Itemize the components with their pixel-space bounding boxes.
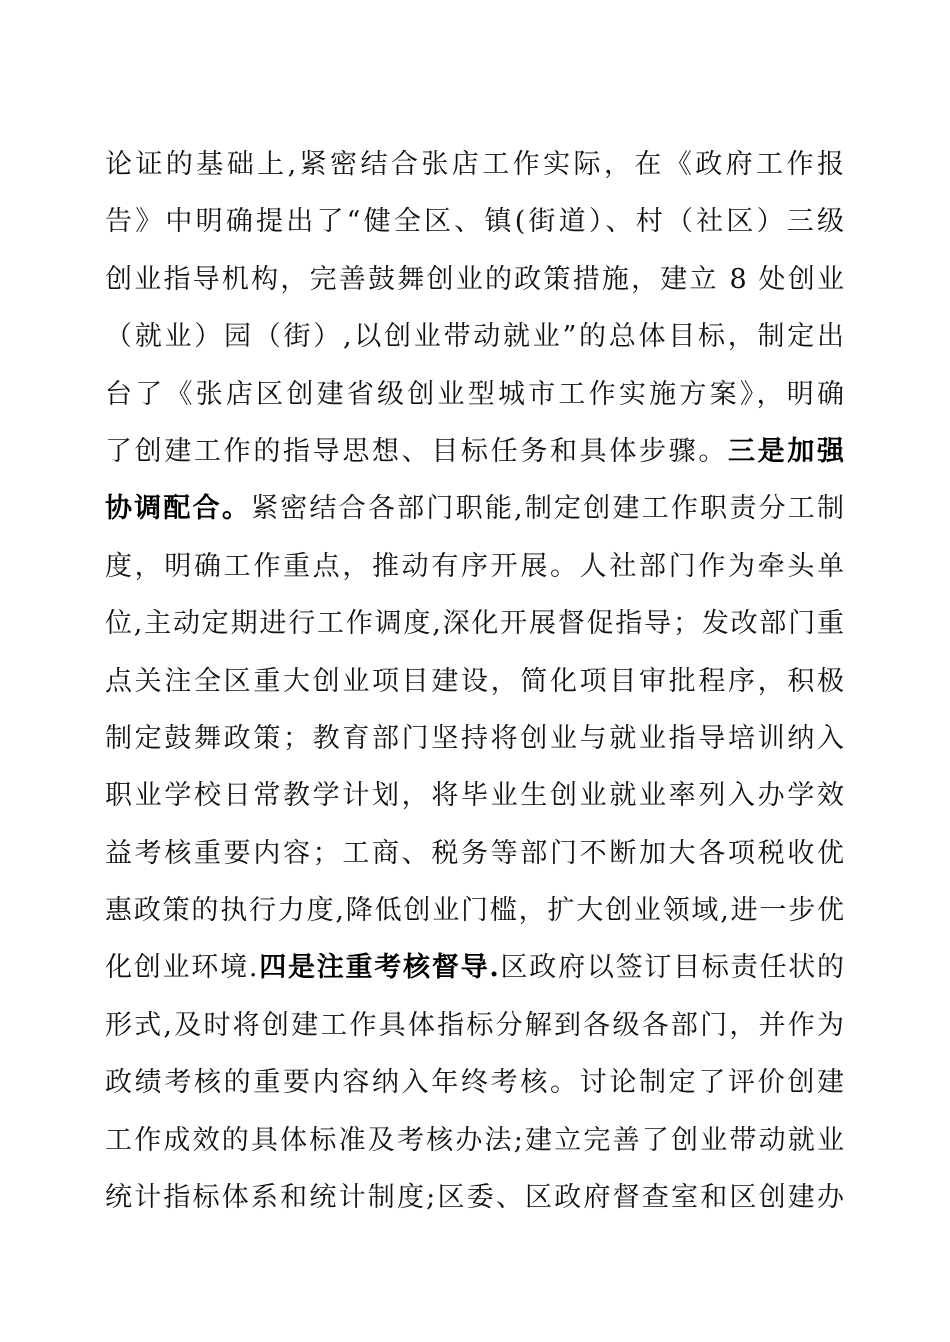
text-line bbox=[105, 423, 845, 480]
body-text: 职业学校日常教学计划，将毕业生创业就业率列入办学效 bbox=[105, 780, 845, 812]
text-line bbox=[105, 193, 845, 250]
text-line bbox=[105, 710, 845, 767]
body-text: 了创建工作的指导思想、目标任务和具体步骤。 bbox=[105, 435, 728, 467]
text-line bbox=[105, 136, 845, 193]
body-text: 紧密结合各部门职能,制定创建工作职责分工制 bbox=[251, 493, 845, 525]
text-line bbox=[105, 997, 845, 1054]
text-line bbox=[105, 480, 845, 537]
text-line bbox=[105, 1054, 845, 1111]
body-text: 告》中明确提出了“健全区、镇(街道）、村（社区）三级 bbox=[105, 206, 845, 238]
body-text: 台了《张店区创建省级创业型城市工作实施方案》，明确 bbox=[105, 378, 845, 410]
text-line bbox=[105, 251, 845, 308]
body-text: 度，明确工作重点，推动有序开展。人社部门作为牵头单 bbox=[105, 550, 845, 582]
text-line bbox=[105, 538, 845, 595]
body-text: 工作成效的具体标准及考核办法;建立完善了创业带动就业 bbox=[105, 1124, 845, 1156]
text-line bbox=[105, 825, 845, 882]
body-text: 政绩考核的重要内容纳入年终考核。讨论制定了评价创建 bbox=[105, 1067, 845, 1099]
body-text: 点关注全区重大创业项目建设，简化项目审批程序，积极 bbox=[105, 665, 845, 697]
body-text: 益考核重要内容；工商、税务等部门不断加大各项税收优 bbox=[105, 837, 845, 869]
body-text: 形式,及时将创建工作具体指标分解到各级各部门，并作为 bbox=[105, 1009, 845, 1041]
text-line bbox=[105, 653, 845, 710]
body-text: 位,主动定期进行工作调度,深化开展督促指导；发改部门重 bbox=[105, 608, 845, 640]
bold-heading-text: 协调配合。 bbox=[105, 493, 252, 525]
body-text: 创业指导机构，完善鼓舞创业的政策措施，建立 8 处创业 bbox=[105, 263, 845, 295]
text-line bbox=[105, 595, 845, 652]
body-text: 化创业环境. bbox=[105, 952, 259, 984]
document-body bbox=[105, 136, 845, 1226]
body-text: 论证的基础上,紧密结合张店工作实际，在《政府工作报 bbox=[105, 149, 845, 180]
bold-heading-text: 四是注重考核督导. bbox=[258, 952, 500, 984]
text-line bbox=[105, 308, 845, 365]
text-line bbox=[105, 767, 845, 824]
body-text: 制定鼓舞政策；教育部门坚持将创业与就业指导培训纳入 bbox=[105, 722, 845, 754]
text-line bbox=[105, 1169, 845, 1226]
body-text: （就业）园（街）,以创业带动就业”的总体目标，制定出 bbox=[105, 321, 845, 353]
text-line bbox=[105, 882, 845, 939]
body-text: 惠政策的执行力度,降低创业门槛，扩大创业领域,进一步优 bbox=[105, 895, 845, 927]
text-line bbox=[105, 939, 845, 996]
body-text: 区政府以签订目标责任状的 bbox=[499, 952, 845, 984]
text-line bbox=[105, 366, 845, 423]
body-text: 统计指标体系和统计制度;区委、区政府督查室和区创建办 bbox=[105, 1182, 845, 1214]
text-line bbox=[105, 1112, 845, 1169]
bold-heading-text: 三是加强 bbox=[728, 435, 845, 467]
